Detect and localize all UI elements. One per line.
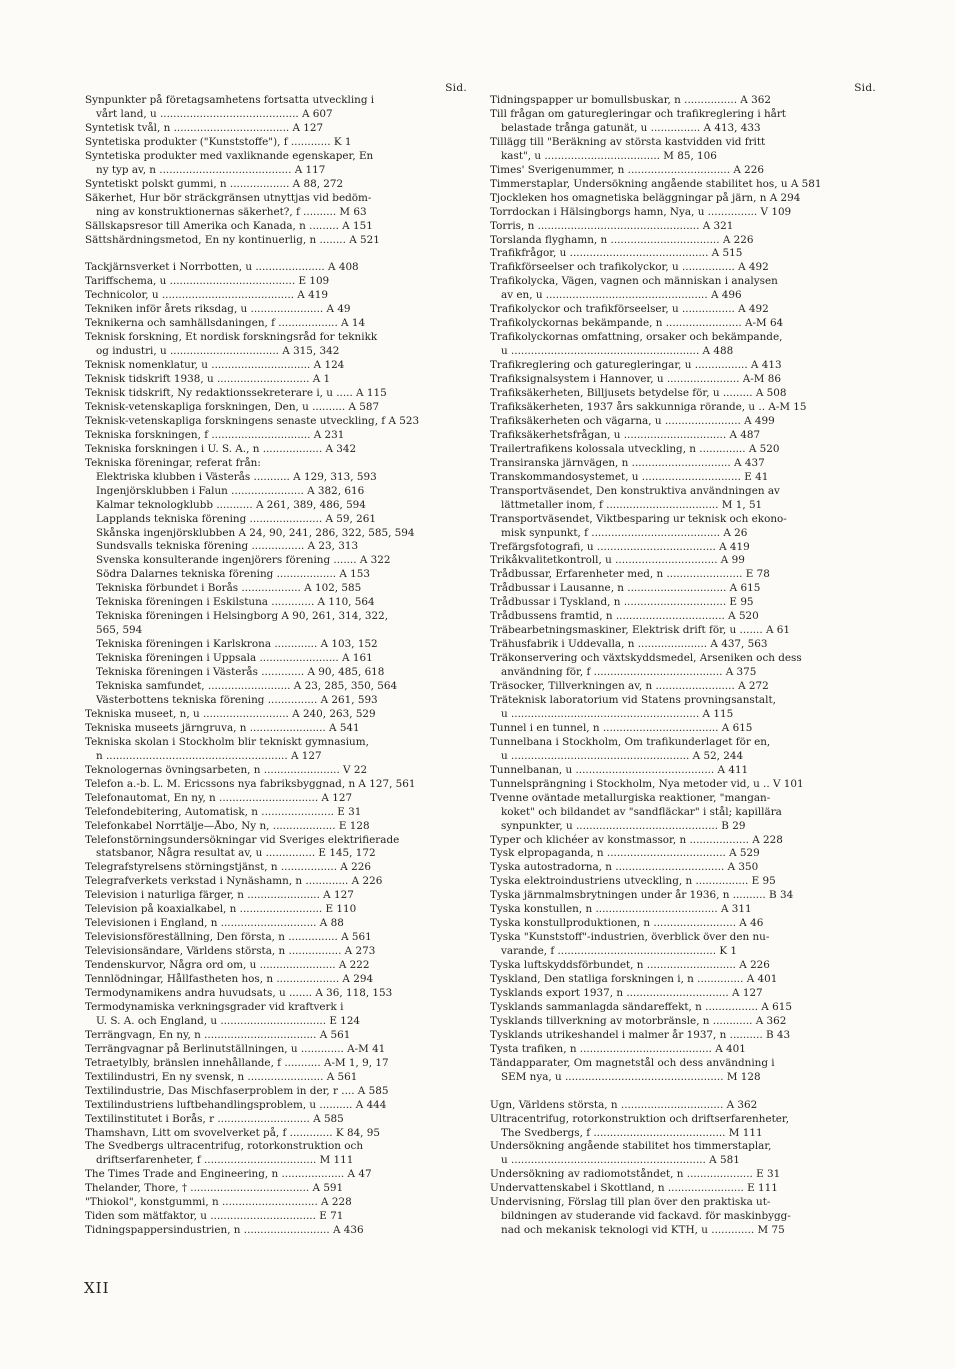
index-entry: Tyskland, Den statliga forskningen i, n .............. A 401 <box>490 973 778 986</box>
index-entry: Telefonstörningsundersökningar vid Sveriges elektrifierade <box>85 833 400 846</box>
index-entry: Teknikerna och samhällsdaningen, f .................. A 14 <box>85 317 366 330</box>
index-entry: Tekniken inför årets riksdag, u ...................... A 49 <box>85 303 351 316</box>
index-entry: Tekniska museets järngruva, n ....................... A 541 <box>85 721 360 734</box>
index-entry: Telefonkabel Norrtälje—Åbo, Ny n, ................... E 128 <box>85 819 370 832</box>
index-entry: Televisionen i England, n ............................. A 88 <box>85 917 344 930</box>
index-entry: u ...................................................... A 52, 244 <box>501 749 744 762</box>
index-entry: Syntetiskt polskt gummi, n .................. A 88, 272 <box>85 177 344 190</box>
left-index-list <box>85 94 467 1238</box>
index-entry: Tiden som mätfaktor, u ................................ E 71 <box>85 1210 344 1223</box>
index-entry: og industri, u ................................. A 315, 342 <box>96 345 340 358</box>
section-gap <box>85 247 467 261</box>
index-entry: Tekniska föreningen i Karlskrona ............. A 103, 152 <box>96 638 378 651</box>
left-column-header: Sid. <box>445 82 467 94</box>
index-entry: Trafiksäkerheten och vägarna, u ....................... A 499 <box>490 414 775 427</box>
index-entry: Teknisk tidskrift 1938, u ............................ A 1 <box>85 373 331 386</box>
index-entry: Tendenskurvor, Några ord om, u ....................... A 222 <box>85 959 370 972</box>
index-entry: Textilinstitutet i Borås, r ............................ A 585 <box>85 1112 344 1125</box>
index-entry: Teknisk-vetenskapliga forskningens senaste utveckling, f A 523 <box>85 414 420 427</box>
index-entry: Teknisk tidskrift, Ny redaktionssekreterare i, u ..... A 115 <box>85 387 387 399</box>
index-entry: Träkonservering och växtskyddsmedel, Arseniken och dess <box>490 652 802 665</box>
index-entry: Textilindustriens luftbehandlingsproblem, u .......... A 444 <box>85 1098 387 1111</box>
index-entry: Trikåkvalitetkontroll, u ............................... A 99 <box>490 554 745 567</box>
index-entry: Träbearbetningsmaskiner, Elektrisk drift för, u ....... A 61 <box>490 624 790 637</box>
index-entry: koket" och bildandet av "sandfläckar" i stål; kapillära <box>501 805 782 818</box>
index-entry: Tekniska föreningen i Helsingborg A 90, 261, 314, 322, <box>96 610 389 623</box>
index-entry: Tidningspapper ur bomullsbuskar, n ................ A 362 <box>490 94 771 106</box>
index-entry: Trafikolyckor och trafikförseelser, u ................ A 492 <box>490 303 769 316</box>
index-entry: Telefon a.-b. L. M. Ericssons nya fabriksbyggnad, n A 127, 561 <box>85 777 416 790</box>
index-entry: SEM nya, u ................................................ M 128 <box>501 1070 761 1083</box>
index-entry: Tyska konstullproduktionen, n ......................... A 46 <box>490 917 764 930</box>
index-entry: Tekniska forskningen i U. S. A., n .................. A 342 <box>85 442 357 455</box>
index-entry: Ingenjörsklubben i Falun ...................... A 382, 616 <box>96 484 365 497</box>
index-entry: U. S. A. och England, u ................................ E 124 <box>96 1014 361 1027</box>
index-entry: Syntetisk tvål, n ................................... A 127 <box>85 121 324 134</box>
index-entry: Teknisk nomenklatur, u .............................. A 124 <box>85 359 345 372</box>
index-entry: Trådbussens framtid, n ................................. A 520 <box>490 610 759 623</box>
index-entry: användning för, f ....................................... A 375 <box>501 666 757 679</box>
index-entry: Trafikfrågor, u .......................................... A 515 <box>490 247 743 260</box>
index-entry: Tysklands export 1937, n ............................... A 127 <box>490 987 763 999</box>
index-entry: Elektriska klubben i Västerås ........... A 129, 313, 593 <box>96 470 377 483</box>
index-entry: Teknisk-vetenskapliga forskningen, Den, u .......... A 587 <box>85 400 380 413</box>
index-entry: belastade trånga gatunät, u ............... A 413, 433 <box>501 121 761 134</box>
index-entry: Textilindustrie, Das Mischfaserproblem in der, r .... A 585 <box>85 1084 389 1097</box>
index-entry: Television på koaxialkabel, n ......................... E 110 <box>85 903 357 916</box>
index-entry: Transportväsendet, Viktbesparing ur teknisk och ekono- <box>490 512 787 525</box>
index-entry: Terrängvagnar på Berlinutställningen, u ............. A-M 41 <box>85 1042 386 1055</box>
index-entry: Tennlödningar, Hållfastheten hos, n ................... A 294 <box>85 973 374 986</box>
right-column <box>490 82 876 1238</box>
index-entry: Tysklands sammanlagda sändareffekt, n ................ A 615 <box>490 1000 792 1013</box>
index-entry: Tvenne oväntade metallurgiska reaktioner, "mangan- <box>490 791 771 804</box>
index-entry: The Svedbergs ultracentrifug, rotorkonstruktion och <box>85 1140 364 1153</box>
index-entry: Tunnelbana i Stockholm, Om trafikunderlaget för en, <box>490 735 771 748</box>
index-entry: Tackjärnsverket i Norrbotten, u ..................... A 408 <box>85 261 359 274</box>
left-column <box>85 82 467 1238</box>
index-entry: The Svedbergs, f ........................................ M 111 <box>501 1126 763 1139</box>
index-entry: Synpunkter på företagsamhetens fortsatta utveckling i <box>85 94 375 106</box>
index-entry: Trafikolycka, Vägen, vagnen och människan i analysen <box>490 275 778 288</box>
index-entry: Tysklands utrikeshandel i malmer år 1937, n .......... B 43 <box>490 1028 791 1041</box>
right-column-header: Sid. <box>854 82 876 94</box>
index-entry: Skånska ingenjörsklubben A 24, 90, 241, 286, 322, 585, 594 <box>96 526 415 539</box>
index-entry: Trafikförseelser och trafikolyckor, u ................ A 492 <box>490 261 769 274</box>
index-entry: Trådbussar i Lausanne, n .............................. A 615 <box>490 582 761 595</box>
index-entry: lättmetaller inom, f .................................. M 1, 51 <box>501 498 763 511</box>
index-entry: Syntetiska produkter ("Kunststoffe"), f ............ K 1 <box>85 135 352 148</box>
index-entry: Tekniska föreningen i Eskilstuna ............. A 110, 564 <box>96 596 375 609</box>
index-entry: Times' Sverigenummer, n ............................... A 226 <box>490 163 764 176</box>
index-entry: u ........................................................... A 581 <box>501 1154 740 1167</box>
index-entry: Trafikreglering och gaturegleringar, u ................ A 413 <box>490 359 782 372</box>
index-entry: varande, f ................................................ K 1 <box>501 945 737 958</box>
index-entry: ning av konstruktionernas säkerhet?, f .......... M 63 <box>96 205 367 218</box>
index-entry: Trafiksignalsystem i Hannover, u ...................... A-M 86 <box>490 373 781 386</box>
index-entry: Trafikolyckornas omfattning, orsaker och bekämpande, <box>490 331 783 344</box>
index-entry: Tariffschema, u ...................................... E 109 <box>85 275 330 288</box>
index-entry: Sundsvalls tekniska förening ................ A 23, 313 <box>96 540 359 553</box>
index-entry: Tunnelbanan, u .......................................... A 411 <box>490 763 749 776</box>
index-entry: Undervisning, Förslag till plan över den praktiska ut- <box>490 1196 771 1209</box>
index-entry: Tysklands tillverkning av motorbränsle, n ............ A 362 <box>490 1014 787 1027</box>
index-entry: Tekniska museet, n, u .......................... A 240, 263, 529 <box>85 707 376 720</box>
index-entry: Tekniska föreningar, referat från: <box>85 456 261 469</box>
index-entry: Textilindustri, En ny svensk, n ....................... A 561 <box>85 1070 358 1083</box>
index-entry: Telefondebitering, Automatisk, n ...................... E 31 <box>85 805 362 818</box>
index-entry: Undersökning av radiomotståndet, n .................... E 31 <box>490 1168 781 1181</box>
index-entry: Syntetiska produkter med vaxliknande egenskaper, En <box>85 149 374 162</box>
index-entry: Träteknisk laboratorium vid Statens provningsanstalt, <box>490 693 776 706</box>
index-entry: Säkerhet, Hur bör sträckgränsen utnyttjas vid bedöm- <box>85 191 372 204</box>
index-entry: Terrängvagn, En ny, n .................................. A 561 <box>85 1028 351 1041</box>
index-entry: Trähusfabrik i Uddevalla, n ..................... A 437, 563 <box>490 638 768 651</box>
index-entry: u ......................................................... A 488 <box>501 345 734 358</box>
index-entry: Till frågan om gaturegleringar och trafikreglering i hårt <box>490 107 786 120</box>
index-entry: Trefärgsfotografi, u .................................... A 419 <box>490 540 750 553</box>
index-entry: Tekniska samfundet, ......................... A 23, 285, 350, 564 <box>96 680 398 693</box>
index-entry: Tysk elpropaganda, n .................................... A 529 <box>490 847 760 860</box>
index-entry: Transkommandosystemet, u .............................. E 41 <box>490 470 769 483</box>
index-entry: Tekniska föreningen i Uppsala ........................ A 161 <box>96 652 373 665</box>
index-entry: 565, 594 <box>96 624 143 637</box>
index-entry: Tändapparater, Om magnetstål och dess användning i <box>490 1056 775 1069</box>
index-entry: Tekniska föreningen i Västerås ............. A 90, 485, 618 <box>96 666 385 679</box>
index-entry: Trafiksäkerhetsfrågan, u ............................... A 487 <box>490 428 761 441</box>
index-entry: Tidningspappersindustrien, n .......................... A 436 <box>85 1224 364 1237</box>
index-entry: Tillägg till "Beräkning av största kastvidden vid fritt <box>490 135 766 148</box>
index-entry: Thelander, Thore, † .................................... A 591 <box>85 1182 344 1195</box>
index-entry: av en, u ................................................. A 496 <box>501 289 742 302</box>
index-entry: statsbanor, Några resultat av, u ............... E 145, 172 <box>96 847 376 860</box>
index-entry: Transiranska järnvägen, n .............................. A 437 <box>490 456 765 469</box>
index-entry: Västerbottens tekniska förening ............... A 261, 593 <box>96 693 378 706</box>
index-entry: Undersökning angående stabilitet hos timmerstaplar, <box>490 1140 772 1153</box>
index-entry: Tyska järnmalmsbrytningen under år 1936, n .......... B 34 <box>490 889 794 902</box>
index-entry: Transportväsendet, Den konstruktiva användningen av <box>490 484 780 497</box>
index-entry: Ultracentrifug, rotorkonstruktion och driftserfarenheter, <box>490 1112 790 1125</box>
index-entry: Termodynamiska verkningsgrader vid kraftverk i <box>85 1000 344 1013</box>
index-entry: kast", u ................................... M 85, 106 <box>501 149 717 162</box>
index-entry: Trådbussar i Tyskland, n ............................... E 95 <box>490 596 754 609</box>
index-entry: Telegrafverkets verkstad i Nynäshamn, n ............. A 226 <box>85 875 383 888</box>
index-entry: Södra Dalarnes tekniska förening .................. A 153 <box>96 568 371 581</box>
index-entry: The Times Trade and Engineering, n ................... A 47 <box>85 1168 372 1181</box>
index-entry: Termodynamikens andra huvudsats, u ....... A 36, 118, 153 <box>85 986 393 999</box>
index-entry: Sällskapsresor till Amerika och Kanada, n ......... A 151 <box>85 219 373 232</box>
index-entry: u ......................................................... A 115 <box>501 707 734 720</box>
index-entry: Torris, n ................................................. A 321 <box>490 219 734 232</box>
index-entry: Thamshavn, Litt om svovelverket på, f ............. K 84, 95 <box>85 1126 381 1139</box>
index-entry: Svenska konsulterande ingenjörers förening ....... A 322 <box>96 554 391 567</box>
index-entry: Tyska "Kunststoff"-industrien, överblick över den nu- <box>490 931 770 944</box>
index-entry: Kalmar teknologklubb ........... A 261, 389, 486, 594 <box>96 498 366 511</box>
index-entry: Television i naturliga färger, n ...................... A 127 <box>85 889 354 902</box>
index-entry: Tyska luftskyddsförbundet, n ........................... A 226 <box>490 959 770 972</box>
index-entry: ny typ av, n ........................................ A 117 <box>96 163 326 176</box>
index-entry: n ....................................................... A 127 <box>96 749 322 762</box>
index-entry: Tunnelsprängning i Stockholm, Nya metoder vid, u .. V 101 <box>490 777 804 790</box>
page-number: XII <box>84 1279 110 1297</box>
index-entry: Tyska autostradorna, n ................................. A 350 <box>490 861 759 874</box>
index-entry: Teknologernas övningsarbeten, n ....................... V 22 <box>85 763 368 776</box>
index-entry: Televisionsföreställning, Den första, n ............... A 561 <box>85 931 372 944</box>
index-entry: Undervattenskabel i Skottland, n ....................... E 111 <box>490 1182 778 1195</box>
index-entry: Tyska konstullen, n ..................................... A 311 <box>490 903 752 916</box>
index-entry: Technicolor, u ........................................ A 419 <box>85 289 328 302</box>
index-entry: Torrdockan i Hälsingborgs hamn, Nya, u ............... V 109 <box>490 205 792 218</box>
index-entry: vårt land, u .......................................... A 607 <box>96 107 333 120</box>
index-entry: driftserfarenheter, f .................................. M 111 <box>96 1154 354 1167</box>
index-entry: Tekniska förbundet i Borås .................. A 102, 585 <box>96 582 362 595</box>
index-entry: Trafiksäkerheten, Billjusets betydelse för, u ......... A 508 <box>490 387 787 400</box>
index-entry: Lapplands tekniska förening ...................... A 59, 261 <box>96 512 376 525</box>
index-entry: Ugn, Världens största, n ............................... A 362 <box>490 1098 758 1111</box>
index-entry: Tetraetylbly, bränslen innehållande, f ........... A-M 1, 9, 17 <box>85 1056 389 1069</box>
index-entry: "Thiokol", konstgummi, n ............................. A 228 <box>85 1196 352 1209</box>
index-entry: Teknisk forskning, Et nordisk forskningsråd for teknikk <box>85 331 378 344</box>
index-entry: synpunkter, u ........................................... B 29 <box>501 819 746 832</box>
index-entry: Trafiksäkerheten, 1937 års sakkunniga rörande, u .. A-M 15 <box>490 400 807 413</box>
index-entry: Sättshärdningsmetod, En ny kontinuerlig, n ........ A 521 <box>85 233 380 246</box>
index-entry: Telefonautomat, En ny, n .............................. A 127 <box>85 791 353 804</box>
index-entry: nad och mekanisk teknologi vid KTH, u ............. M 75 <box>501 1224 785 1237</box>
index-entry: Telegrafstyrelsens störningstjänst, n ................. A 226 <box>85 861 371 874</box>
section-gap <box>490 1085 876 1099</box>
index-entry: bildningen av studerande vid fackavd. för maskinbygg- <box>501 1210 791 1223</box>
right-index-list <box>490 94 876 1238</box>
index-entry: Tunnel i en tunnel, n ................................... A 615 <box>490 721 753 734</box>
index-entry: Trailertrafikens kolossala utveckling, n .............. A 520 <box>490 442 780 455</box>
index-entry: Timmerstaplar, Undersökning angående stabilitet hos, u A 581 <box>490 177 822 190</box>
index-entry: Trådbussar, Erfarenheter med, n ....................... E 78 <box>490 568 770 581</box>
index-entry: Tysta trafiken, n ........................................ A 401 <box>490 1042 746 1055</box>
index-entry: misk synpunkt, f ....................................... A 26 <box>501 526 748 539</box>
index-entry: Torslanda flyghamn, n ................................. A 226 <box>490 233 754 246</box>
index-entry: Televisionsändare, Världens största, n ................ A 273 <box>85 945 376 958</box>
index-entry: Trafikolyckornas bekämpande, n ....................... A-M 64 <box>490 317 784 330</box>
index-entry: Tyska elektroindustriens utveckling, n ................ E 95 <box>490 875 776 888</box>
index-entry: Tekniska skolan i Stockholm blir tekniskt gymnasium, <box>85 735 369 748</box>
index-entry: Typer och klichéer av konstmassor, n .................. A 228 <box>490 833 783 846</box>
index-entry: Träsocker, Tillverkningen av, n ........................ A 272 <box>490 680 769 693</box>
index-entry: Tjockleken hos omagnetiska beläggningar på järn, n A 294 <box>490 191 801 204</box>
index-entry: Tekniska forskningen, f .............................. A 231 <box>85 428 345 441</box>
